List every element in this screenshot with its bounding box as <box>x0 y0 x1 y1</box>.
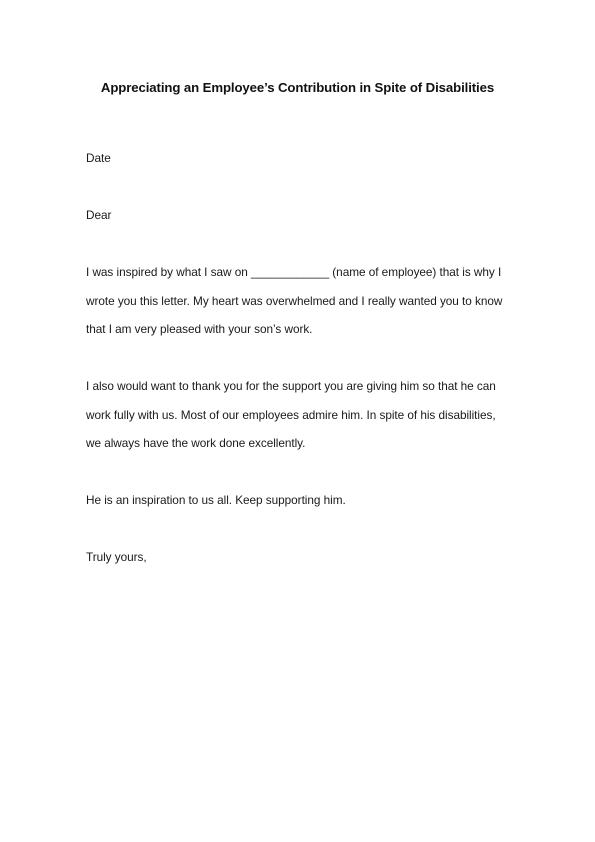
paragraph-2-line: I also would want to thank you for the support you are giving him so that he can <box>86 379 496 393</box>
closing: Truly yours, <box>86 550 147 564</box>
paragraph-2-line: we always have the work done excellently. <box>86 436 306 450</box>
paragraph-1-line: wrote you this letter. My heart was overwhelmed and I really wanted you to know <box>86 294 503 308</box>
date-label: Date <box>86 151 111 165</box>
salutation: Dear <box>86 208 112 222</box>
paragraph-1-line: I was inspired by what I saw on ____________ (name of employee) that is why I <box>86 265 502 279</box>
paragraph-3-line: He is an inspiration to us all. Keep supporting him. <box>86 493 346 507</box>
paragraph-1-line: that I am very pleased with your son’s work. <box>86 322 313 336</box>
letter-title: Appreciating an Employee’s Contribution in Spite of Disabilities <box>100 80 495 95</box>
paragraph-2-line: work fully with us. Most of our employees admire him. In spite of his disabilities, <box>86 408 496 422</box>
